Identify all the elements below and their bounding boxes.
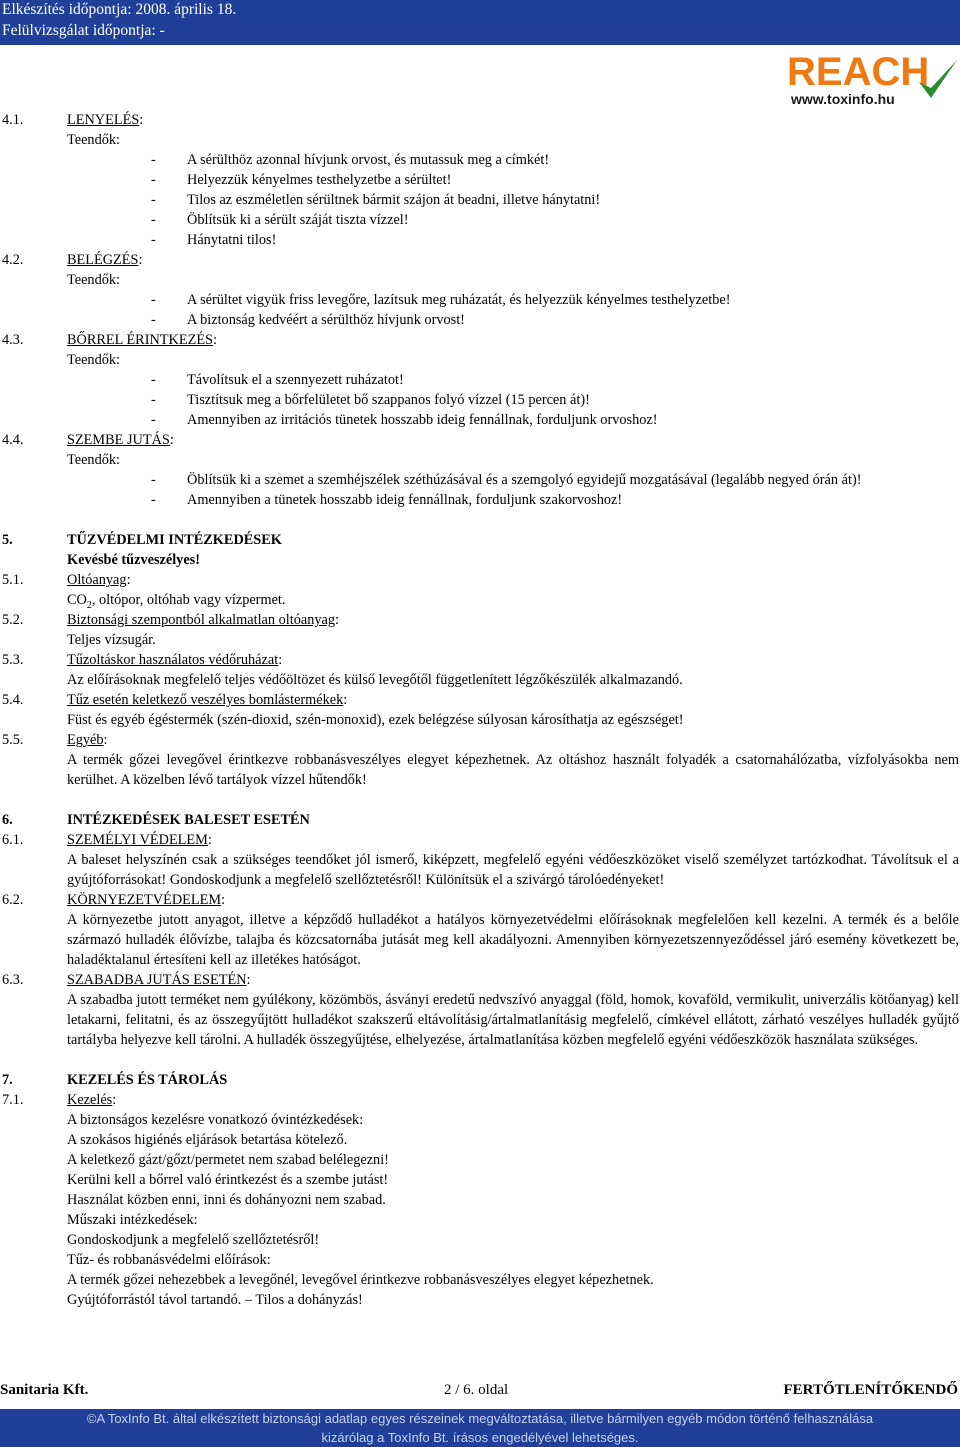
section-5-3-heading: 5.3. Tűzoltáskor használatos védőruházat: <box>2 652 283 668</box>
copyright-line-1: ©A ToxInfo Bt. által elkészített biztonsági adatlap egyes részeinek megváltoztatása, illetve bármilyen egyéb módon történő felhasználása <box>86 1411 874 1426</box>
list-item: - Távolítsuk el a szennyezett ruházatot! <box>151 372 404 388</box>
section-6-3-heading: 6.3. SZABADBA JUTÁS ESETÉN: <box>2 972 251 988</box>
list-item: A szokásos higiénés eljárások betartása kötelező. <box>67 1132 348 1148</box>
section-4-4-sub: Teendők: <box>67 452 120 468</box>
section-7-heading: 7. KEZELÉS ÉS TÁROLÁS <box>2 1072 228 1088</box>
copyright-line-2: kizárólag a ToxInfo Bt. írásos engedélyével lehetséges. <box>321 1430 639 1445</box>
company-name: Sanitaria Kft. <box>0 1382 89 1398</box>
list-item: A termék gőzei nehezebbek a levegőnél, levegővel érintkezve robbanásveszélyes elegyet képezhetnek. <box>67 1272 654 1288</box>
section-6-heading: 6. INTÉZKEDÉSEK BALESET ESETÉN <box>2 812 310 828</box>
section-5-3-text: Az előírásoknak megfelelő teljes védőöltözet és külső levegőtől függetlenített légzőkészülék alkalmazandó. <box>67 672 683 688</box>
list-item: Kerülni kell a bőrrel való érintkezést és a szembe jutást! <box>67 1172 389 1188</box>
page-number: 2 / 6. oldal <box>444 1382 509 1398</box>
section-4-2-heading: 4.2. BELÉGZÉS: <box>2 252 143 268</box>
list-item: Gyújtóforrástól távol tartandó. – Tilos a dohányzás! <box>67 1292 363 1308</box>
section-6-1-text: A baleset helyszínén csak a szükséges teendőket jól ismerő, kiképzett, megfelelő egyéni védőeszközöket viselő személyzet tartózkodhat. Távolítsuk el a gyújtóforrásokat! Gondoskodjunk a megfelelő szellőztetésről! Különítsük el a szivárgó tárolóedényeket! <box>67 852 959 888</box>
list-item: Műszaki intézkedések: <box>67 1212 198 1228</box>
section-5-4-heading: 5.4. Tűz esetén keletkező veszélyes bomlástermékek: <box>2 692 348 708</box>
review-date: Felülvizsgálat időpontja: - <box>2 22 165 39</box>
section-4-1-heading: 4.1. LENYELÉS: <box>2 112 144 128</box>
list-item: - A sérültet vigyük friss levegőre, lazítsuk meg ruházatát, és helyezzük kényelmes testhelyzetbe! <box>151 292 731 308</box>
list-item: Gondoskodjunk a megfelelő szellőztetésről! <box>67 1232 320 1248</box>
section-5-1-text: $CO_2$, oltópor, oltóhab vagy vízpermet. <box>67 592 286 611</box>
section-6-1-heading: 6.1. SZEMÉLYI VÉDELEM: <box>2 832 212 848</box>
list-item: - Öblítsük ki a sérült száját tiszta vízzel! <box>151 212 409 228</box>
logo-word: REACH <box>787 50 930 94</box>
list-item: A keletkező gázt/gőzt/permetet nem szabad belélegezni! <box>67 1152 389 1168</box>
header-banner <box>0 0 960 45</box>
section-5-2-text: Teljes vízsugár. <box>67 632 156 648</box>
page-footer <box>0 1380 960 1400</box>
section-5-4-text: Füst és egyéb égéstermék (szén-dioxid, szén-monoxid), ezek belégzése súlyosan károsíthatja az egészséget! <box>67 712 684 728</box>
issue-date: Elkészítés időpontja: 2008. április 18. <box>2 1 237 18</box>
section-6-3-text: A szabadba jutott terméket nem gyúlékony, közömbös, ásványi eredetű nedvszívó anyaggal (föld, homok, kovaföld, vermikulit, univerzális kötőanyag) kell letakarni, felitatni, és az összegyűjtött hulladékot szakszerű eltávolításig/ártalmatlanításig megfelelő, címkével ellátott, zárható veszélyes hulladék gyűjtő tartályba helyezve kell tárolni. A hulladék összegyűjtése, elhelyezése, ártalmatlanítása közben megfelelő egyéni védőeszközök használata szükséges. <box>67 992 959 1048</box>
list-item: - Amennyiben az irritációs tünetek hosszabb ideig fennállnak, forduljunk orvoshoz! <box>151 412 658 428</box>
list-item: A biztonságos kezelésre vonatkozó óvintézkedések: <box>67 1112 364 1128</box>
checkmark-icon <box>915 58 959 104</box>
section-4-3-sub: Teendők: <box>67 352 120 368</box>
section-5-2-heading: 5.2. Biztonsági szempontból alkalmatlan oltóanyag: <box>2 612 339 628</box>
section-4-3-heading: 4.3. BŐRREL ÉRINTKEZÉS: <box>2 332 217 348</box>
list-item: - Tilos az eszméletlen sérültnek bármit szájon át beadni, illetve hánytatni! <box>151 192 601 208</box>
list-item: Használat közben enni, inni és dohányozni nem szabad. <box>67 1192 386 1208</box>
list-item: - Öblítsük ki a szemet a szemhéjszélek széthúzásával és a szemgolyó egyidejű mozgatásával (legalább negyed órán át)! <box>151 472 862 488</box>
section-5-heading: 5. TŰZVÉDELMI INTÉZKEDÉSEK <box>2 532 282 548</box>
list-item: - Helyezzük kényelmes testhelyzetbe a sérültet! <box>151 172 452 188</box>
copyright-banner <box>0 1409 960 1447</box>
section-4-4-heading: 4.4. SZEMBE JUTÁS: <box>2 432 174 448</box>
section-5-5-heading: 5.5. Egyéb: <box>2 732 108 748</box>
fire-note: Kevésbé tűzveszélyes! <box>67 552 200 568</box>
section-6-2-text: A környezetbe jutott anyagot, illetve a képződő hulladékot a hatályos környezetvédelmi előírásoknak megfelelően kell kezelni. A termék és a belőle származó hulladék élővízbe, talajba és közcsatornába jutását meg kell akadályozni. Amennyiben környezetszennyeződéssel járó esemény következett be, haladéktalanul értesíteni kell az illetékes hatóságot. <box>67 912 959 968</box>
section-5-1-heading: 5.1. Oltóanyag: <box>2 572 131 588</box>
list-item: - A sérülthöz azonnal hívjunk orvost, és mutassuk meg a címkét! <box>151 152 550 168</box>
section-4-2-sub: Teendők: <box>67 272 120 288</box>
section-6-2-heading: 6.2. KÖRNYEZETVÉDELEM: <box>2 892 226 908</box>
list-item: - A biztonság kedvéért a sérülthöz hívjunk orvost! <box>151 312 465 328</box>
list-item: - Tisztítsuk meg a bőrfelületet bő szappanos folyó vízzel (15 percen át)! <box>151 392 590 408</box>
section-4-1-sub: Teendők: <box>67 132 120 148</box>
list-item: - Amennyiben a tünetek hosszabb ideig fennállnak, forduljunk szakorvoshoz! <box>151 492 623 508</box>
section-5-5-text: A termék gőzei levegővel érintkezve robbanásveszélyes elegyet képezhetnek. Az oltáshoz használt folyadék a csatornahálózatba, vízfolyásokba nem kerülhet. A közelben lévő tartályok vízzel hűtendők! <box>67 752 959 788</box>
logo-url: www.toxinfo.hu <box>791 91 895 107</box>
list-item: - Hánytatni tilos! <box>151 232 277 248</box>
product-name: FERTŐTLENÍTŐKENDŐ <box>783 1382 958 1398</box>
section-7-1-heading: 7.1. Kezelés: <box>2 1092 117 1108</box>
document-body <box>0 110 960 1310</box>
list-item: Tűz- és robbanásvédelmi előírások: <box>67 1252 271 1268</box>
reach-logo <box>787 50 959 110</box>
